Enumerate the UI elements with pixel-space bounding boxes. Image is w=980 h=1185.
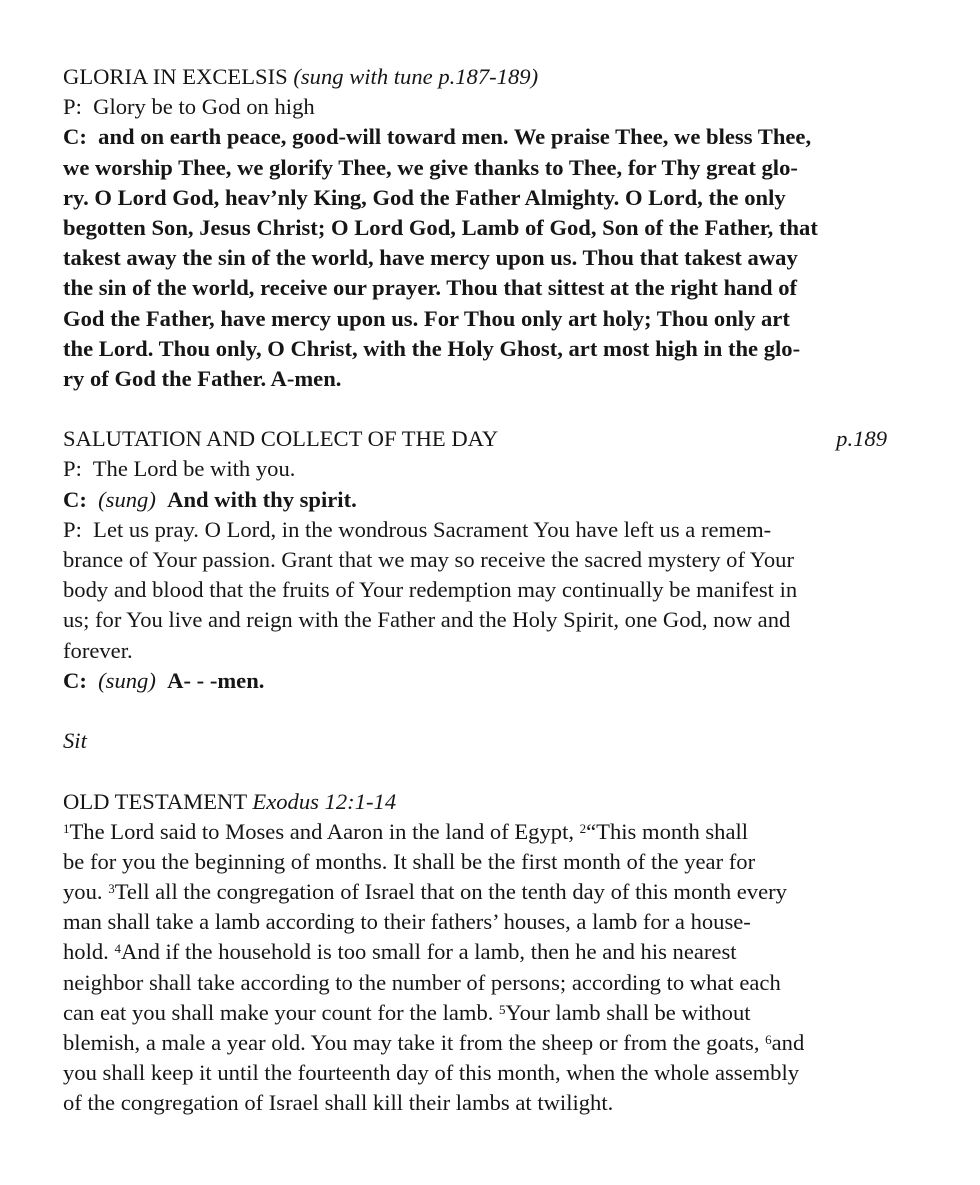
collect-first-line: [63, 515, 913, 545]
section-spacer: [63, 756, 913, 786]
section-spacer: [63, 696, 913, 726]
scripture-line: [63, 937, 913, 967]
sung-note: (sung): [98, 486, 156, 512]
scripture-text: can eat you shall make your count for the lamb.: [63, 999, 500, 1025]
scripture-line: of the congregation of Israel shall kill their lambs at twilight.: [63, 1090, 614, 1116]
gloria-title: GLORIA IN EXCELSIS: [63, 64, 288, 89]
gloria-heading: [63, 62, 913, 92]
speaker-label-p: P:: [63, 456, 82, 482]
salutation-response-text: And with thy spirit.: [167, 486, 357, 512]
section-spacer: [63, 394, 913, 424]
gloria-text-line: ry of God the Father. A-men.: [63, 365, 342, 391]
collect-text-line: body and blood that the fruits of Your redemption may continually be manifest in: [63, 577, 798, 603]
scripture-line: [63, 1028, 913, 1058]
salutation-presider-line: [63, 454, 913, 484]
speaker-label-c: C:: [63, 486, 87, 512]
salutation-presider-text: The Lord be with you.: [92, 456, 296, 482]
scripture-line: you shall keep it until the fourteenth day of this month, when the whole assembly: [63, 1060, 800, 1086]
gloria-note: (sung with tune p.187-189): [293, 64, 539, 89]
gloria-text-line: the Lord. Thou only, O Christ, with the Holy Ghost, art most high in the glo-: [63, 335, 801, 361]
gloria-text-line: begotten Son, Jesus Christ; O Lord God, Lamb of God, Son of the Father, that: [63, 214, 818, 240]
verse-number: 3: [108, 881, 115, 897]
verse-number: 6: [765, 1032, 772, 1047]
gloria-text-line: God the Father, have mercy upon us. For Thou only art holy; Thou only art: [63, 305, 790, 331]
scripture-text: Tell all the congregation of Israel that on the tenth day of this month every: [114, 879, 787, 905]
salutation-heading: [63, 424, 913, 454]
collect-text: Let us pray. O Lord, in the wondrous Sacrament You have left us a remem-: [93, 516, 772, 542]
scripture-text: hold.: [63, 939, 115, 965]
scripture-line: [63, 877, 913, 907]
scripture-text: blemish, a male a year old. You may take it from the sheep or from the goats,: [63, 1030, 766, 1055]
scripture-line: [63, 998, 913, 1028]
scripture-line: neighbor shall take according to the number of persons; according to what each: [63, 969, 781, 995]
scripture-text: “This month shall: [586, 818, 749, 844]
verse-number: 1: [63, 820, 70, 836]
scripture-text: and: [771, 1030, 805, 1055]
salutation-page-ref: p.189: [836, 426, 887, 452]
gloria-presider-line: [63, 92, 913, 122]
gloria-text-line: takest away the sin of the world, have mercy upon us. Thou that takest away: [63, 245, 798, 271]
gloria-text-line: the sin of the world, receive our prayer. Thou that sittest at the right hand of: [63, 275, 798, 301]
sung-note: (sung): [98, 667, 156, 693]
text-column: [63, 62, 913, 1119]
salutation-response-line: [63, 485, 913, 515]
speaker-label-c: C:: [63, 124, 87, 150]
scripture-line: [63, 817, 913, 847]
old-testament-heading: [63, 787, 913, 817]
old-testament-title: OLD TESTAMENT: [63, 788, 247, 814]
gloria-congregation-line: [63, 122, 913, 152]
scripture-text: Your lamb shall be without: [505, 999, 751, 1025]
verse-number: 5: [499, 1001, 506, 1017]
gloria-text-line: ry. O Lord God, heav’nly King, God the Father Almighty. O Lord, the only: [63, 184, 786, 210]
verse-number: 2: [579, 820, 587, 836]
amen-response-line: [63, 666, 913, 696]
gloria-presider-text: Glory be to God on high: [93, 94, 315, 120]
scripture-text: you.: [63, 879, 109, 905]
collect-text-line: forever.: [63, 637, 133, 663]
speaker-label-c: C:: [63, 667, 87, 693]
scripture-text: And if the household is too small for a lamb, then he and his nearest: [120, 939, 737, 965]
gloria-text-line: we worship Thee, we glorify Thee, we give thanks to Thee, for Thy great glo-: [63, 154, 798, 180]
speaker-label-p: P:: [63, 94, 82, 120]
scripture-reference: Exodus 12:1-14: [252, 788, 397, 814]
amen-text: A- - -men.: [167, 667, 265, 693]
salutation-title: SALUTATION AND COLLECT OF THE DAY: [63, 426, 499, 452]
scripture-line: be for you the beginning of months. It shall be the first month of the year for: [63, 848, 756, 874]
scripture-line: man shall take a lamb according to their fathers’ houses, a lamb for a house-: [63, 909, 751, 935]
verse-number: 4: [114, 941, 121, 957]
gloria-congregation-text: and on earth peace, good-will toward men. We praise Thee, we bless Thee,: [98, 124, 812, 150]
collect-text-line: brance of Your passion. Grant that we may so receive the sacred mystery of Your: [63, 547, 794, 572]
rubric-sit: Sit: [63, 728, 87, 754]
collect-text-line: us; for You live and reign with the Father and the Holy Spirit, one God, now and: [63, 607, 791, 633]
speaker-label-p: P:: [63, 516, 82, 542]
scripture-text: The Lord said to Moses and Aaron in the land of Egypt,: [69, 818, 580, 844]
